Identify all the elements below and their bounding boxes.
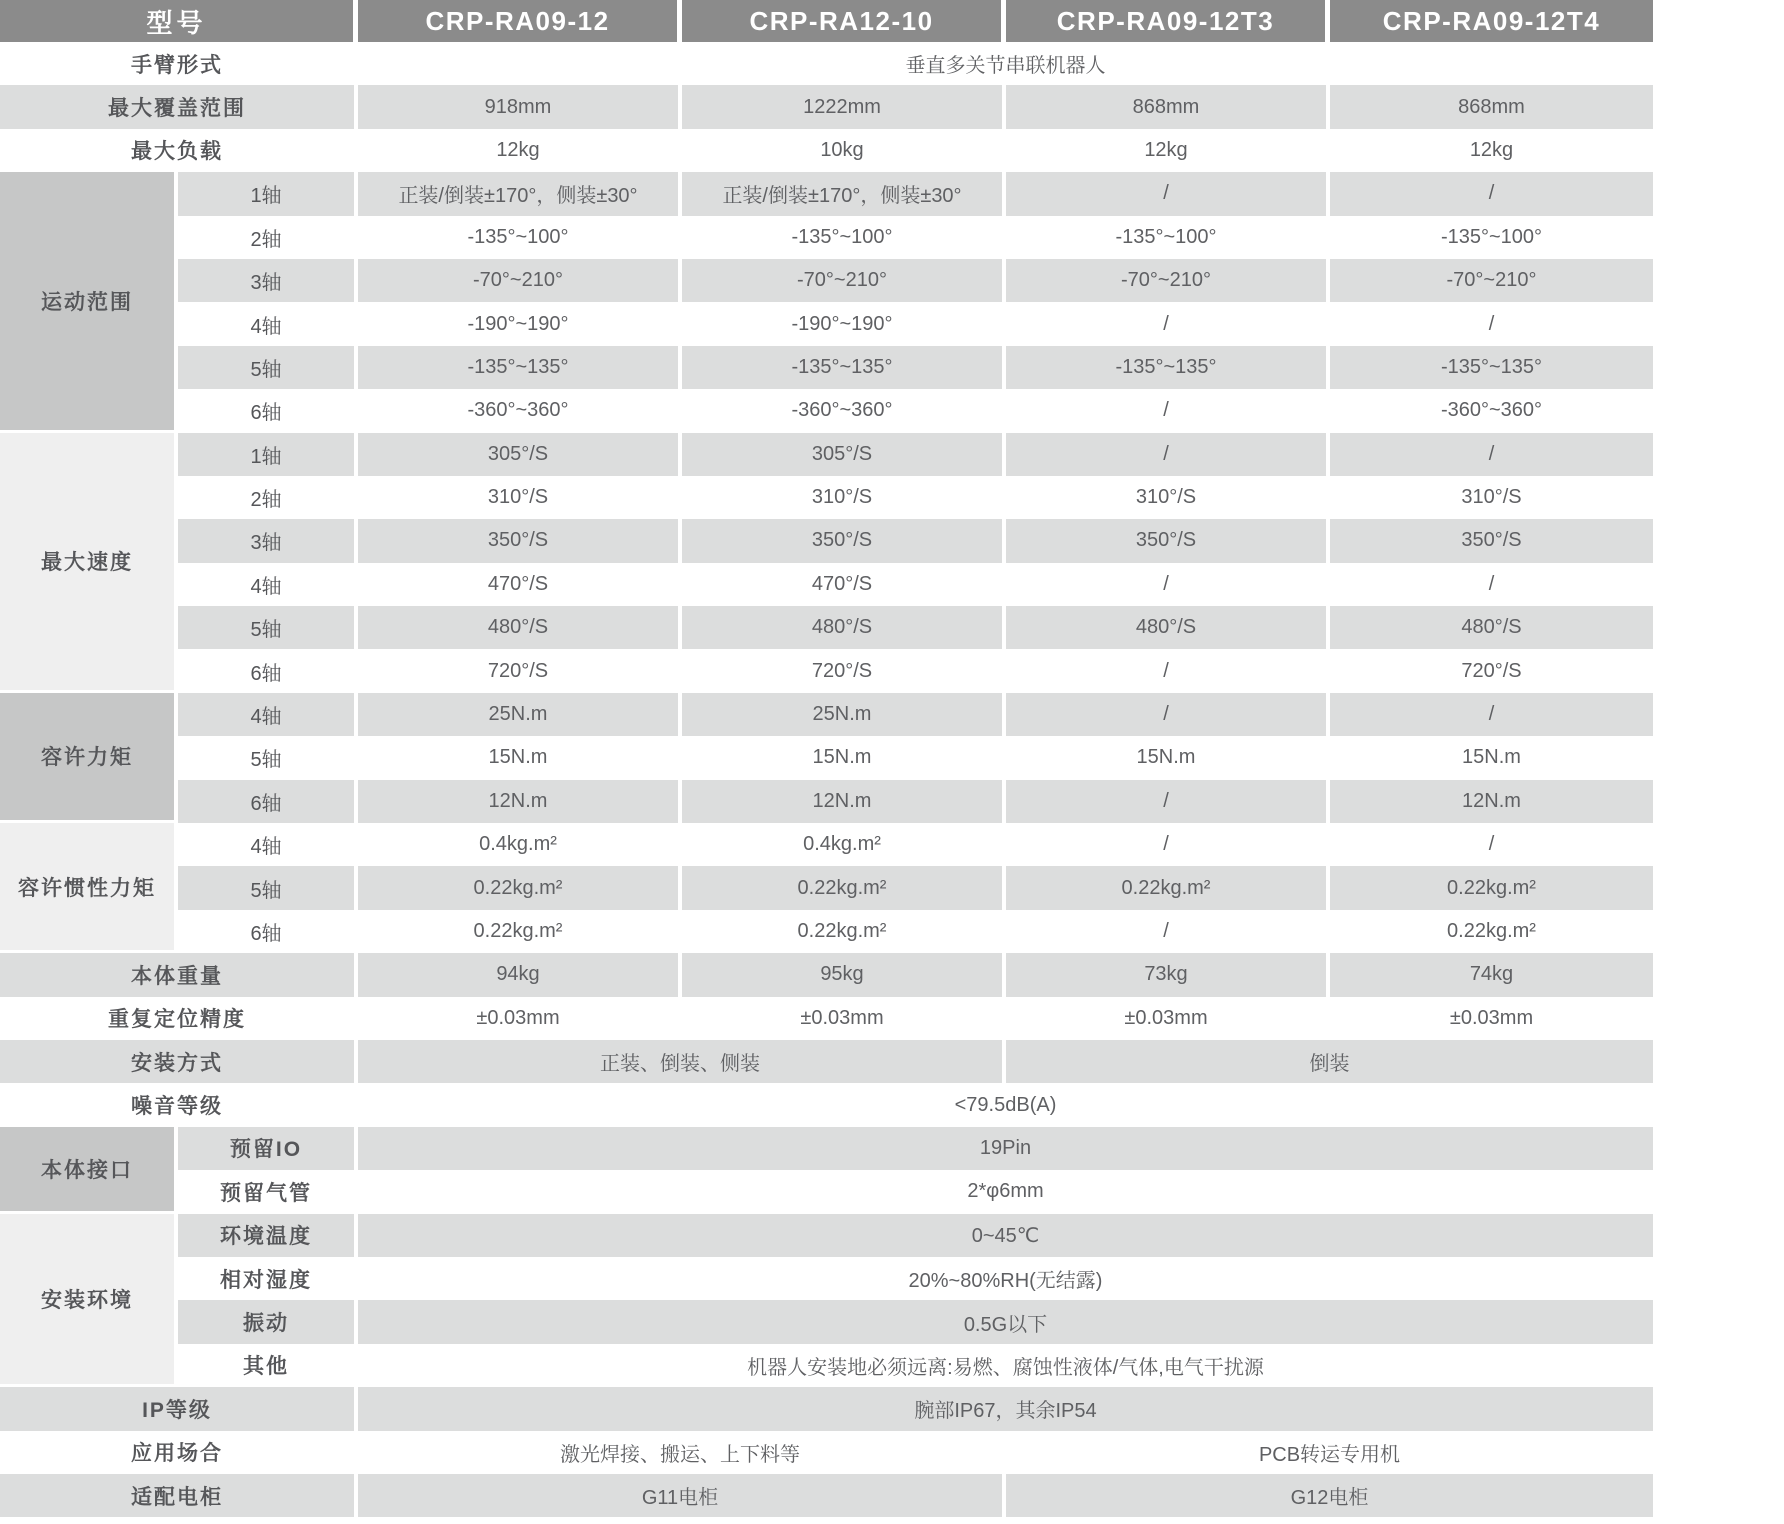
spec-value: 腕部IP67，其余IP54	[358, 1387, 1653, 1430]
spec-value: -135°~100°	[1440, 225, 1543, 248]
spec-value: 720°/S	[682, 649, 1006, 692]
row-label: 手臂形式	[0, 42, 358, 85]
spec-value: 0.22kg.m²	[1330, 866, 1653, 909]
section-label: 安装环境	[0, 1214, 178, 1388]
spec-value: /	[1330, 433, 1653, 476]
spec-value: PCB转运专用机	[1258, 1443, 1401, 1466]
spec-value: 350°/S	[1330, 519, 1653, 562]
spec-value: 0.22kg.m²	[1447, 920, 1536, 942]
spec-value: 74kg	[1330, 953, 1653, 996]
spec-value: -190°~190°	[358, 302, 682, 345]
sub-row-label: 6轴	[178, 910, 358, 953]
spec-value: 15N.m	[1462, 746, 1521, 769]
spec-value: 480°/S	[1006, 606, 1330, 649]
spec-value: -135°~135°	[1330, 346, 1653, 389]
spec-value: G12电柜	[1006, 1474, 1653, 1517]
row-label: IP等级	[0, 1387, 358, 1430]
sub-row-label: 4轴	[178, 693, 358, 736]
spec-value: -135°~100°	[1006, 216, 1330, 259]
spec-value: 正装/倒装±170°，侧装±30°	[682, 172, 1006, 215]
sub-row-label: 6轴	[178, 389, 358, 432]
sub-row-label: 其他	[178, 1344, 358, 1387]
spec-value: 470°/S	[358, 563, 682, 606]
spec-value: -70°~210°	[1330, 259, 1653, 302]
spec-table-header	[0, 0, 1653, 42]
spec-value: 2*φ6mm	[967, 1180, 1044, 1203]
sub-row-label: 5轴	[178, 346, 358, 389]
spec-value: 868mm	[1006, 85, 1330, 128]
spec-value: 12N.m	[682, 780, 1006, 823]
spec-value: 0.22kg.m²	[1006, 866, 1330, 909]
spec-value: 15N.m	[358, 736, 682, 779]
spec-value: 0.4kg.m²	[358, 823, 682, 866]
spec-value: 470°/S	[682, 563, 1006, 606]
row-label: 最大负载	[0, 129, 358, 172]
spec-value: 激光焊接、搬运、上下料等	[358, 1431, 1006, 1474]
spec-value: /	[1330, 693, 1653, 736]
sub-row-label: 3轴	[178, 519, 358, 562]
spec-value: 720°/S	[1461, 659, 1522, 682]
spec-value: /	[1006, 910, 1330, 953]
spec-value: 0.22kg.m²	[682, 910, 1006, 953]
spec-value: -360°~360°	[358, 389, 682, 432]
spec-value: 1222mm	[682, 85, 1006, 128]
spec-value: /	[1006, 172, 1330, 215]
spec-value: 310°/S	[358, 476, 682, 519]
spec-value: /	[1330, 172, 1653, 215]
sub-row-label: 4轴	[178, 302, 358, 345]
row-label: 噪音等级	[0, 1083, 358, 1126]
spec-value: 机器人安装地必须远离:易燃、腐蚀性液体/气体,电气干扰源	[747, 1356, 1264, 1379]
spec-value: -70°~210°	[1006, 259, 1330, 302]
spec-value: -190°~190°	[682, 302, 1006, 345]
spec-value: 350°/S	[1006, 519, 1330, 562]
spec-value: 94kg	[358, 953, 682, 996]
spec-value: -135°~135°	[1006, 346, 1330, 389]
sub-row-label: 1轴	[178, 172, 358, 215]
row-label: 本体重量	[0, 953, 358, 996]
spec-value: 0.4kg.m²	[682, 823, 1006, 866]
spec-value: -360°~360°	[682, 389, 1006, 432]
sub-row-label: 环境温度	[178, 1214, 358, 1257]
spec-value: /	[1006, 563, 1330, 606]
spec-value: 0.5G以下	[358, 1300, 1653, 1343]
sub-row-label: 相对湿度	[178, 1257, 358, 1300]
spec-value: ±0.03mm	[1449, 1006, 1534, 1029]
section-label: 最大速度	[0, 433, 178, 693]
spec-value: 868mm	[1330, 85, 1653, 128]
sub-row-label: 振动	[178, 1300, 358, 1343]
sub-row-label: 2轴	[178, 476, 358, 519]
header-model-crp-ra09-12t3: CRP-RA09-12T3	[1006, 0, 1330, 42]
spec-value: <79.5dB(A)	[954, 1093, 1057, 1116]
spec-value: -135°~135°	[682, 346, 1006, 389]
spec-value: 12kg	[358, 129, 682, 172]
spec-value: 73kg	[1006, 953, 1330, 996]
spec-value: 350°/S	[358, 519, 682, 562]
spec-value: 15N.m	[682, 736, 1006, 779]
spec-value: /	[1006, 693, 1330, 736]
spec-value: /	[1488, 572, 1495, 595]
spec-value: G11电柜	[358, 1474, 1006, 1517]
spec-value: -135°~100°	[358, 216, 682, 259]
spec-value: 25N.m	[358, 693, 682, 736]
spec-value: /	[1006, 389, 1330, 432]
row-label: 适配电柜	[0, 1474, 358, 1517]
section-label: 容许力矩	[0, 693, 178, 823]
row-label: 应用场合	[0, 1431, 358, 1474]
spec-table-body	[0, 42, 1653, 1517]
section-label: 容许惯性力矩	[0, 823, 178, 953]
spec-value: 310°/S	[1006, 476, 1330, 519]
header-model-crp-ra09-12: CRP-RA09-12	[358, 0, 682, 42]
spec-value: 20%~80%RH(无结露)	[908, 1270, 1103, 1293]
spec-value: 310°/S	[1461, 486, 1522, 509]
spec-value: 12N.m	[1330, 780, 1653, 823]
row-label: 安装方式	[0, 1040, 358, 1083]
spec-value: /	[1006, 780, 1330, 823]
spec-value: /	[1006, 433, 1330, 476]
sub-row-label: 5轴	[178, 606, 358, 649]
spec-value: 305°/S	[682, 433, 1006, 476]
spec-value: ±0.03mm	[1006, 997, 1330, 1040]
spec-value: 480°/S	[682, 606, 1006, 649]
spec-value: /	[1006, 649, 1330, 692]
spec-value: 918mm	[358, 85, 682, 128]
section-label: 本体接口	[0, 1127, 178, 1214]
spec-value: 正装/倒装±170°，侧装±30°	[358, 172, 682, 215]
spec-value: 正装、倒装、侧装	[358, 1040, 1006, 1083]
spec-value: 480°/S	[1330, 606, 1653, 649]
spec-value: 310°/S	[682, 476, 1006, 519]
sub-row-label: 预留气管	[178, 1170, 358, 1213]
spec-value: 12kg	[1006, 129, 1330, 172]
spec-value: 10kg	[682, 129, 1006, 172]
spec-value: -70°~210°	[358, 259, 682, 302]
sub-row-label: 4轴	[178, 823, 358, 866]
spec-value: /	[1488, 833, 1495, 856]
spec-value: -135°~135°	[358, 346, 682, 389]
spec-value: 12N.m	[358, 780, 682, 823]
sub-row-label: 5轴	[178, 866, 358, 909]
sub-row-label: 1轴	[178, 433, 358, 476]
header-model-label: 型号	[0, 0, 358, 42]
spec-value: 12kg	[1469, 138, 1514, 161]
row-label: 最大覆盖范围	[0, 85, 358, 128]
spec-value: -360°~360°	[1440, 399, 1543, 422]
spec-value: /	[1006, 302, 1330, 345]
sub-row-label: 预留IO	[178, 1127, 358, 1170]
spec-value: /	[1488, 312, 1495, 335]
spec-value: 95kg	[682, 953, 1006, 996]
spec-value: 25N.m	[682, 693, 1006, 736]
sub-row-label: 6轴	[178, 780, 358, 823]
header-model-crp-ra09-12t4: CRP-RA09-12T4	[1330, 0, 1653, 42]
sub-row-label: 2轴	[178, 216, 358, 259]
spec-value: /	[1006, 823, 1330, 866]
spec-value: ±0.03mm	[682, 997, 1006, 1040]
spec-value: -135°~100°	[682, 216, 1006, 259]
spec-value: 350°/S	[682, 519, 1006, 562]
sub-row-label: 4轴	[178, 563, 358, 606]
spec-value: -70°~210°	[682, 259, 1006, 302]
header-model-crp-ra12-10: CRP-RA12-10	[682, 0, 1006, 42]
section-label: 运动范围	[0, 172, 178, 432]
sub-row-label: 3轴	[178, 259, 358, 302]
spec-value: 0.22kg.m²	[682, 866, 1006, 909]
spec-value: 倒装	[1006, 1040, 1653, 1083]
sub-row-label: 6轴	[178, 649, 358, 692]
spec-value: 480°/S	[358, 606, 682, 649]
spec-value: 0~45℃	[358, 1214, 1653, 1257]
spec-value: 15N.m	[1006, 736, 1330, 779]
sub-row-label: 5轴	[178, 736, 358, 779]
spec-value: ±0.03mm	[358, 997, 682, 1040]
spec-value: 720°/S	[358, 649, 682, 692]
spec-value: 垂直多关节串联机器人	[905, 55, 1106, 78]
spec-value: 305°/S	[358, 433, 682, 476]
spec-value: 0.22kg.m²	[358, 910, 682, 953]
spec-value: 0.22kg.m²	[358, 866, 682, 909]
spec-value: 19Pin	[358, 1127, 1653, 1170]
row-label: 重复定位精度	[0, 997, 358, 1040]
